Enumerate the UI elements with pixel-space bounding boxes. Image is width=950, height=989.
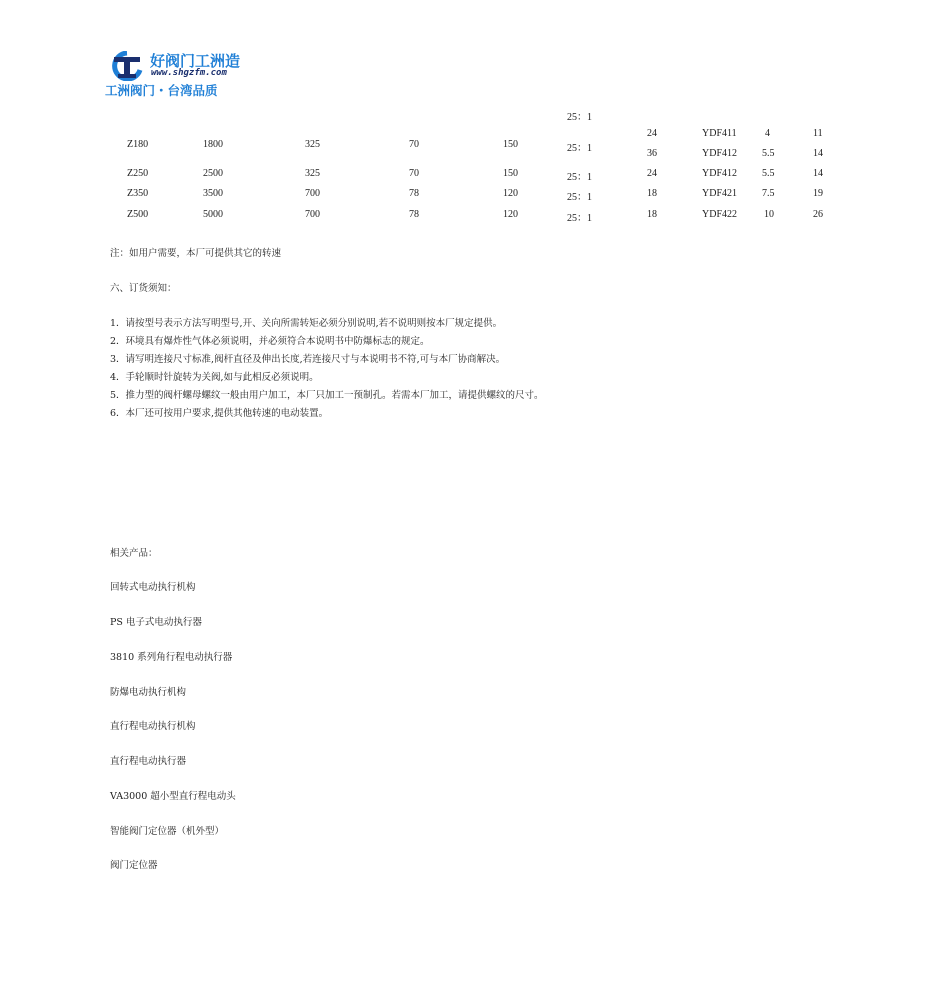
list-item: 3．请写明连接尺寸标准,阀杆直径及伸出长度,若连接尺寸与本说明书不符,可与本厂协商解决。 xyxy=(110,354,506,365)
table-cell-ratio: 25：1 xyxy=(567,192,592,203)
table-cell: 24 xyxy=(647,128,657,139)
table-cell: 70 xyxy=(409,139,419,150)
table-cell: 700 xyxy=(305,209,320,220)
table-cell: 4 xyxy=(765,128,770,139)
list-item: 2．环境具有爆炸性气体必须说明，并必须符合本说明书中防爆标志的规定。 xyxy=(110,336,430,347)
table-cell: 10 xyxy=(764,209,774,220)
related-heading: 相关产品： xyxy=(110,548,158,559)
table-cell: 5.5 xyxy=(762,168,775,179)
table-cell: 325 xyxy=(305,168,320,179)
table-cell: 7.5 xyxy=(762,188,775,199)
table-cell: 78 xyxy=(409,209,419,220)
list-item: 1．请按型号表示方法写明型号,开、关向所需转矩必须分别说明,若不说明则按本厂规定提供。 xyxy=(110,318,503,329)
related-product-link[interactable]: VA3000 超小型直行程电动头 xyxy=(110,791,236,802)
table-cell-motor: YDF411 xyxy=(702,128,737,139)
order-heading: 六、订货须知： xyxy=(110,283,177,294)
table-cell: 14 xyxy=(813,148,823,159)
list-item: 6．本厂还可按用户要求,提供其他转速的电动装置。 xyxy=(110,408,329,419)
logo-emblem-icon xyxy=(105,51,149,81)
related-product-link[interactable]: 3810 系列角行程电动执行器 xyxy=(110,652,233,663)
table-cell: 150 xyxy=(503,139,518,150)
related-product-link[interactable]: PS 电子式电动执行器 xyxy=(110,617,202,628)
table-cell: 18 xyxy=(647,209,657,220)
table-cell: 11 xyxy=(813,128,823,139)
table-cell: 1800 xyxy=(203,139,223,150)
logo-subtitle: 工洲阀门・台湾品质 xyxy=(105,83,218,98)
table-cell-model: Z250 xyxy=(127,168,149,179)
related-product-link[interactable]: 回转式电动执行机构 xyxy=(110,582,196,593)
logo-title: 好阀门工洲造 xyxy=(150,52,241,70)
related-product-link[interactable]: 直行程电动执行器 xyxy=(110,756,187,767)
table-cell: 36 xyxy=(647,148,657,159)
related-product-link[interactable]: 阀门定位器 xyxy=(110,860,158,871)
table-cell-motor: YDF422 xyxy=(702,209,738,220)
table-cell-motor: YDF412 xyxy=(702,168,738,179)
table-cell: 24 xyxy=(647,168,657,179)
table-cell-ratio-extra: 25：1 xyxy=(567,112,592,123)
speed-note: 注：如用户需要，本厂可提供其它的转速 xyxy=(110,248,282,259)
table-cell: 5.5 xyxy=(762,148,775,159)
table-cell: 120 xyxy=(503,209,518,220)
table-cell: 700 xyxy=(305,188,320,199)
table-cell: 26 xyxy=(813,209,823,220)
table-cell: 325 xyxy=(305,139,320,150)
table-cell: 70 xyxy=(409,168,419,179)
table-cell-ratio: 25：1 xyxy=(567,213,592,224)
table-cell: 18 xyxy=(647,188,657,199)
table-cell-motor: YDF412 xyxy=(702,148,738,159)
table-cell: 19 xyxy=(813,188,823,199)
table-cell-ratio: 25：1 xyxy=(567,172,592,183)
table-cell: 5000 xyxy=(203,209,223,220)
table-cell: 120 xyxy=(503,188,518,199)
logo-url: www.shgzfm.com xyxy=(151,68,227,78)
table-cell-model: Z180 xyxy=(127,139,149,150)
table-cell: 2500 xyxy=(203,168,223,179)
company-logo xyxy=(105,50,239,96)
table-cell-model: Z350 xyxy=(127,188,149,199)
list-item: 5．推力型的阀杆螺母螺纹一般由用户加工，本厂只加工一预制孔。若需本厂加工，请提供螺纹的尺寸。 xyxy=(110,390,544,401)
table-cell-motor: YDF421 xyxy=(702,188,738,199)
table-cell: 150 xyxy=(503,168,518,179)
table-cell-model: Z500 xyxy=(127,209,149,220)
related-product-link[interactable]: 直行程电动执行机构 xyxy=(110,721,196,732)
table-cell: 14 xyxy=(813,168,823,179)
related-product-link[interactable]: 智能阀门定位器（机外型） xyxy=(110,826,225,837)
table-cell: 78 xyxy=(409,188,419,199)
related-product-link[interactable]: 防爆电动执行机构 xyxy=(110,687,187,698)
list-item: 4．手轮顺时针旋转为关阀,如与此相反必须说明。 xyxy=(110,372,319,383)
table-cell: 3500 xyxy=(203,188,223,199)
table-cell-ratio: 25：1 xyxy=(567,143,592,154)
